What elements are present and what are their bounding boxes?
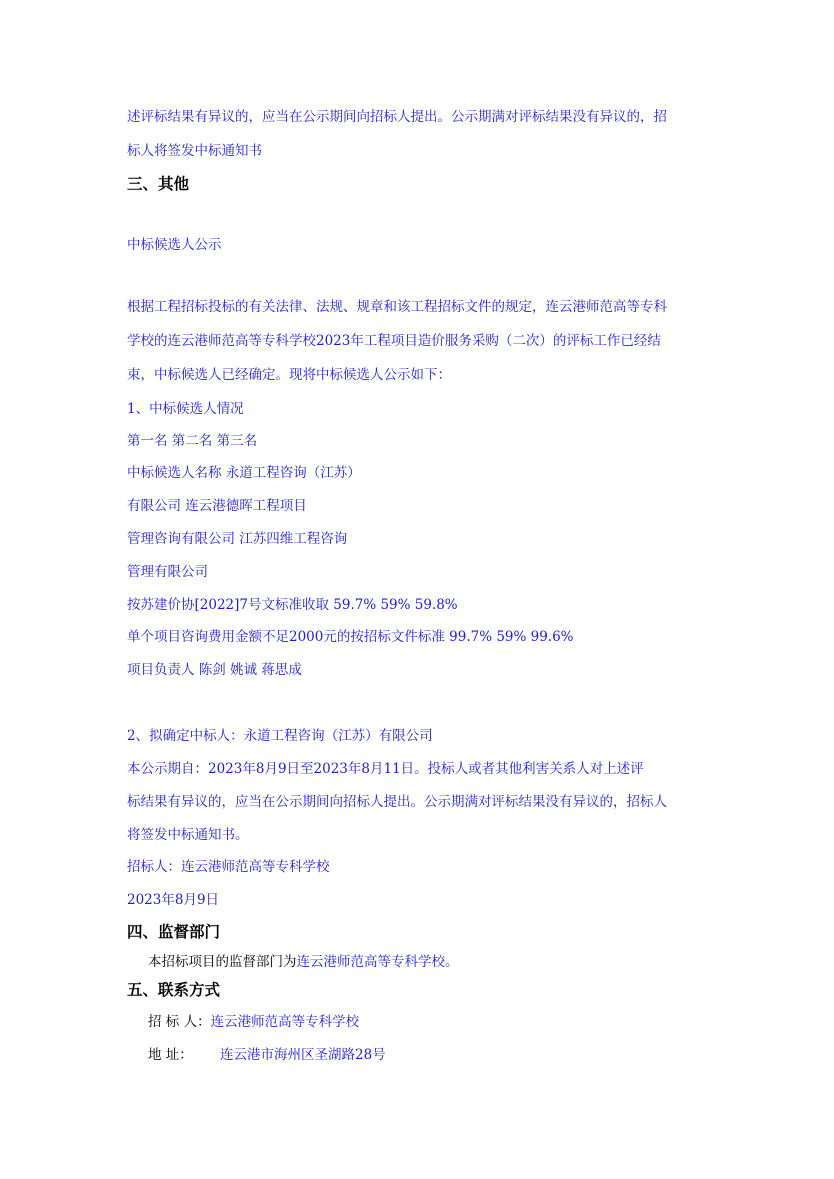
contact-address-value: 连云港市海州区圣湖路28号 [220,1047,386,1063]
candidate-table-line: 第一名 第二名 第三名 [127,433,258,449]
contact-tenderer-label: 招 标 人： [148,1014,211,1030]
tenderer-line: 招标人：连云港师范高等专科学校 [127,859,330,875]
candidate-table-line: 有限公司 连云港德晖工程项目 [127,498,307,514]
candidate-table-line: 中标候选人名称 永道工程咨询（江苏） [127,465,361,481]
period-line: 本公示期自：2023年8月9日至2023年8月11日。投标人或者其他利害关系人对上述评 [127,761,644,777]
candidates-title: 1、中标候选人情况 [127,401,244,417]
intro-line: 学校的连云港师范高等专科学校2023年工程项目造价服务采购（二次）的评标工作已经结 [127,333,661,349]
period-line: 标结果有异议的，应当在公示期间向招标人提出。公示期满对评标结果没有异议的，招标人 [127,794,667,810]
paragraph-line: 述评标结果有异议的，应当在公示期间向招标人提出。公示期满对评标结果没有异议的，招 [127,109,667,125]
candidate-table-line: 项目负责人 陈剑 姚诚 蒋思成 [127,662,302,678]
intro-line: 根据工程招标投标的有关法律、法规、规章和该工程招标文件的规定，连云港师范高等专科 [127,299,667,315]
section-heading-contact: 五、联系方式 [127,981,221,999]
contact-address-line [148,1046,386,1064]
contact-address-label: 地 址： [148,1047,193,1063]
contact-tenderer-line [148,1013,359,1031]
candidate-table-line: 单个项目咨询费用金额不足2000元的按招标文件标准 99.7% 59% 99.6% [127,629,574,645]
date-line: 2023年8月9日 [127,892,220,908]
candidate-table-line: 按苏建价协[2022]7号文标准收取 59.7% 59% 59.8% [127,597,458,613]
supervision-value: 连云港师范高等专科学校。 [296,954,459,970]
intro-line: 束，中标候选人已经确定。现将中标候选人公示如下： [127,367,451,383]
candidate-table-line: 管理有限公司 [127,564,208,580]
period-line: 将签发中标通知书。 [127,827,249,843]
winner-line: 2、拟确定中标人：永道工程咨询（江苏）有限公司 [127,728,433,744]
paragraph-line: 标人将签发中标通知书 [127,143,262,159]
contact-tenderer-value: 连云港师范高等专科学校 [210,1014,360,1030]
supervision-prefix: 本招标项目的监督部门为 [148,954,297,970]
candidate-table-line: 管理咨询有限公司 江苏四维工程咨询 [127,531,348,547]
section-heading-other: 三、其他 [127,175,190,193]
announcement-title: 中标候选人公示 [127,237,222,253]
supervision-line [148,953,459,971]
section-heading-supervision: 四、监督部门 [127,923,221,941]
